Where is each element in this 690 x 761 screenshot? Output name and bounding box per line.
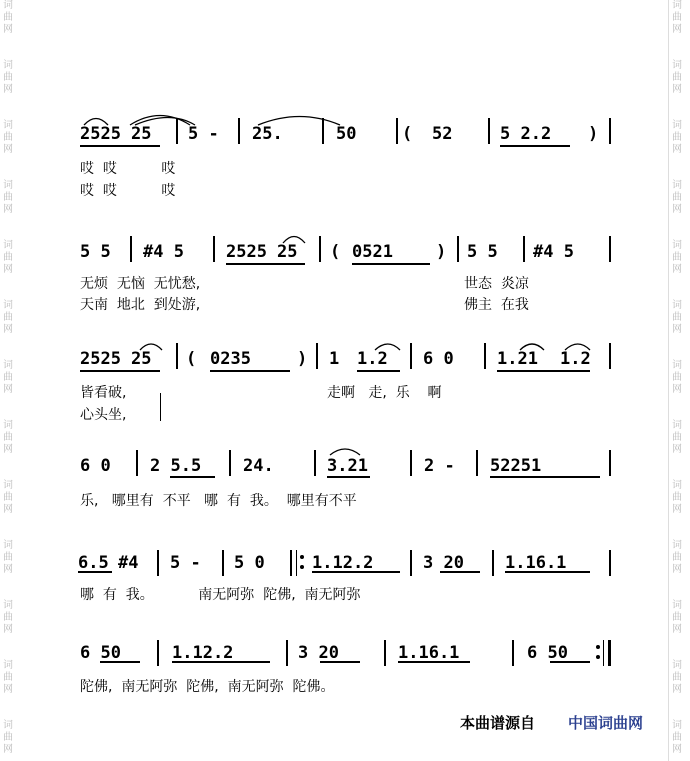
- lyric-divider: [160, 393, 161, 421]
- repeat-start-bar: [290, 550, 292, 576]
- notation-group: (: [186, 349, 197, 369]
- watermark-char: 网: [3, 24, 13, 35]
- watermark-char: 词: [672, 120, 682, 131]
- watermark-char: 网: [672, 684, 682, 695]
- notation-group: 2525: [226, 242, 267, 262]
- bar-line: [157, 640, 159, 666]
- bar-line: [457, 236, 459, 262]
- watermark-char: 曲: [672, 312, 682, 323]
- watermark-char: 网: [672, 384, 682, 395]
- notation-group: 5 -: [170, 553, 201, 573]
- slur: [520, 344, 544, 350]
- notation-group: 5 2.2: [500, 124, 552, 144]
- notation-group: 5 5: [467, 242, 498, 262]
- watermark-char: 网: [3, 264, 13, 275]
- watermark-char: 词: [3, 720, 13, 731]
- bar-line: [410, 343, 412, 369]
- watermark-char: 曲: [672, 732, 682, 743]
- watermark-char: 网: [672, 744, 682, 755]
- watermark-char: 曲: [3, 192, 13, 203]
- watermark-char: 词: [3, 540, 13, 551]
- bar-line: [410, 550, 412, 576]
- notation-group: 24.: [243, 456, 274, 476]
- notation-group: (: [330, 242, 341, 262]
- notation-group: 6 0: [80, 456, 111, 476]
- lyric-line: 哎 哎 哎: [80, 161, 176, 177]
- bar-line: [609, 118, 611, 144]
- watermark-char: 曲: [3, 12, 13, 23]
- bar-line: [286, 640, 288, 666]
- bar-line: [238, 118, 240, 144]
- bar-line: [213, 236, 215, 262]
- lyric-line: 心头坐,: [80, 407, 127, 423]
- watermark-char: 词: [672, 360, 682, 371]
- bar-line: [176, 118, 178, 144]
- notation-group: 1.12.2: [172, 643, 234, 663]
- lyric-line: 陀佛, 南无阿弥 陀佛, 南无阿弥 陀佛。: [80, 679, 335, 695]
- watermark-char: 网: [3, 384, 13, 395]
- watermark-char: 曲: [3, 312, 13, 323]
- watermark-char: 曲: [3, 432, 13, 443]
- bar-line: [488, 118, 490, 144]
- bar-line: [609, 236, 611, 262]
- source-site-name: 中国词曲网: [568, 714, 644, 732]
- watermark-char: 词: [3, 120, 13, 131]
- watermark-char: 词: [672, 420, 682, 431]
- notation-group: 2 -: [424, 456, 455, 476]
- bar-line: [492, 550, 494, 576]
- bar-line: [157, 550, 159, 576]
- bar-line: [314, 450, 316, 476]
- notation-group: 3 20: [298, 643, 339, 663]
- notation-group: 3.21: [327, 456, 368, 476]
- bar-line: [609, 343, 611, 369]
- watermark-char: 网: [672, 264, 682, 275]
- watermark-char: 网: [672, 324, 682, 335]
- watermark-char: 词: [672, 240, 682, 251]
- bar-line: [229, 450, 231, 476]
- bar-line: [523, 236, 525, 262]
- lyric-line: 世态 炎凉: [464, 276, 529, 292]
- watermark-char: 词: [672, 600, 682, 611]
- bar-line: [384, 640, 386, 666]
- watermark-char: 曲: [3, 132, 13, 143]
- watermark-char: 词: [672, 720, 682, 731]
- slur: [375, 344, 400, 350]
- bar-line: [512, 640, 514, 666]
- watermark-char: 网: [3, 144, 13, 155]
- lyric-line: 皆看破,: [80, 385, 127, 401]
- notation-group: 1.21: [497, 349, 538, 369]
- watermark-char: 词: [3, 0, 13, 11]
- notation-group: ): [297, 349, 308, 369]
- bar-line: [410, 450, 412, 476]
- bar-line: [136, 450, 138, 476]
- notation-group: 6 50: [527, 643, 568, 663]
- notation-group: 6.5: [78, 553, 109, 573]
- lyric-line: 天南 地北 到处游,: [80, 297, 201, 313]
- watermark-char: 曲: [672, 252, 682, 263]
- repeat-dots: [300, 555, 600, 659]
- notation-group: 0521: [352, 242, 393, 262]
- notation-group: (: [402, 124, 413, 144]
- notation-group: 5 5: [80, 242, 111, 262]
- bar-line: [609, 550, 611, 576]
- notation-group: 2525: [80, 124, 121, 144]
- notation-group: ): [436, 242, 447, 262]
- watermark-char: 词: [3, 600, 13, 611]
- watermark-char: 词: [3, 480, 13, 491]
- watermark-char: 词: [3, 300, 13, 311]
- watermark-char: 网: [672, 564, 682, 575]
- watermark-char: 词: [672, 180, 682, 191]
- notation-group: #4: [118, 553, 139, 573]
- notation-group: 2 5.5: [150, 456, 202, 476]
- bar-line: [396, 118, 398, 144]
- notation-group: 1: [329, 349, 340, 369]
- watermark-char: 曲: [672, 192, 682, 203]
- watermark-char: 网: [3, 564, 13, 575]
- notation-group: 3 20: [423, 553, 464, 573]
- watermark-char: 网: [672, 624, 682, 635]
- bar-line: [484, 343, 486, 369]
- notation-group: 25: [277, 242, 298, 262]
- notation-group: 6 50: [80, 643, 121, 663]
- watermark-char: 曲: [672, 612, 682, 623]
- watermark-char: 曲: [672, 492, 682, 503]
- notation-group: #4 5: [143, 242, 184, 262]
- watermark-char: 曲: [672, 672, 682, 683]
- notation-group: 5 -: [188, 124, 219, 144]
- watermark-char: 网: [3, 504, 13, 515]
- bar-line: [222, 550, 224, 576]
- watermark-char: 词: [3, 180, 13, 191]
- watermark-char: 网: [672, 504, 682, 515]
- notation-group: 1.16.1: [398, 643, 460, 663]
- watermark-char: 曲: [3, 492, 13, 503]
- watermark-char: 网: [672, 84, 682, 95]
- watermark-char: 词: [3, 360, 13, 371]
- lyric-line: 走啊 走, 乐 啊: [327, 385, 442, 401]
- watermark-char: 网: [672, 444, 682, 455]
- watermark-char: 网: [3, 744, 13, 755]
- watermark-char: 词: [672, 480, 682, 491]
- watermark-char: 词: [3, 60, 13, 71]
- notation-group: #4 5: [533, 242, 574, 262]
- slur: [283, 237, 305, 244]
- bar-line: [476, 450, 478, 476]
- notation-group: 50: [336, 124, 357, 144]
- source-label: 本曲谱源自: [460, 714, 536, 732]
- watermark-char: 曲: [3, 732, 13, 743]
- notation-group: 52251: [490, 456, 542, 476]
- bar-line: [609, 450, 611, 476]
- bar-line: [316, 343, 318, 369]
- bar-line: [130, 236, 132, 262]
- notation-group: ): [588, 124, 599, 144]
- lyric-line: 无烦 无恼 无忧愁,: [80, 276, 201, 292]
- notation-group: 25: [131, 349, 152, 369]
- watermark-char: 网: [3, 324, 13, 335]
- watermark-char: 曲: [3, 552, 13, 563]
- beam-marks: [78, 146, 600, 662]
- notation-group: 1.2: [357, 349, 388, 369]
- bar-line: [176, 343, 178, 369]
- notation-group: 5 0: [234, 553, 265, 573]
- watermark-char: 网: [672, 24, 682, 35]
- watermark-char: 曲: [672, 432, 682, 443]
- watermark-char: 网: [3, 444, 13, 455]
- watermark-char: 网: [3, 84, 13, 95]
- notation-group: 0235: [210, 349, 251, 369]
- notation-group: 1.12.2: [312, 553, 374, 573]
- watermark-char: 曲: [3, 252, 13, 263]
- watermark-char: 网: [3, 204, 13, 215]
- watermark-char: 词: [672, 540, 682, 551]
- watermark-char: 词: [672, 300, 682, 311]
- repeat-start-bar: [296, 550, 297, 576]
- lyric-line: 哎 哎 哎: [80, 183, 176, 199]
- watermark-char: 网: [3, 624, 13, 635]
- notation-group: 25: [131, 124, 152, 144]
- watermark-char: 曲: [3, 72, 13, 83]
- notation-group: 6 0: [423, 349, 454, 369]
- repeat-end-bar: [603, 640, 604, 666]
- watermark-char: 词: [672, 60, 682, 71]
- slur: [84, 119, 108, 126]
- watermark-char: 词: [672, 660, 682, 671]
- notation-group: 1.16.1: [505, 553, 567, 573]
- watermark-char: 曲: [3, 612, 13, 623]
- slur: [330, 449, 360, 455]
- watermark-char: 词: [672, 0, 682, 11]
- watermark-char: 曲: [3, 672, 13, 683]
- watermark-char: 网: [3, 684, 13, 695]
- bar-line: [319, 236, 321, 262]
- watermark-char: 曲: [672, 132, 682, 143]
- watermark-char: 曲: [672, 372, 682, 383]
- watermark-char: 词: [3, 240, 13, 251]
- watermark-char: 网: [672, 144, 682, 155]
- watermark-char: 词: [3, 420, 13, 431]
- watermark-char: 网: [672, 204, 682, 215]
- slur: [140, 344, 162, 350]
- lyric-line: 哪 有 我。 南无阿弥 陀佛, 南无阿弥: [80, 587, 361, 603]
- lyric-line: 佛主 在我: [464, 297, 529, 313]
- lyric-line: 乐, 哪里有 不平 哪 有 我。 哪里有不平: [80, 493, 357, 509]
- watermark-char: 曲: [672, 552, 682, 563]
- slur: [565, 344, 590, 350]
- notation-group: 2525: [80, 349, 121, 369]
- bar-line: [322, 118, 324, 144]
- watermark-char: 词: [3, 660, 13, 671]
- watermark-char: 曲: [3, 372, 13, 383]
- watermark-char: 曲: [672, 72, 682, 83]
- notation-group: 1.2: [560, 349, 591, 369]
- notation-group: 25.: [252, 124, 283, 144]
- notation-group: 52: [432, 124, 453, 144]
- watermark-char: 曲: [672, 12, 682, 23]
- slur: [258, 117, 340, 126]
- repeat-end-bar: [608, 640, 611, 666]
